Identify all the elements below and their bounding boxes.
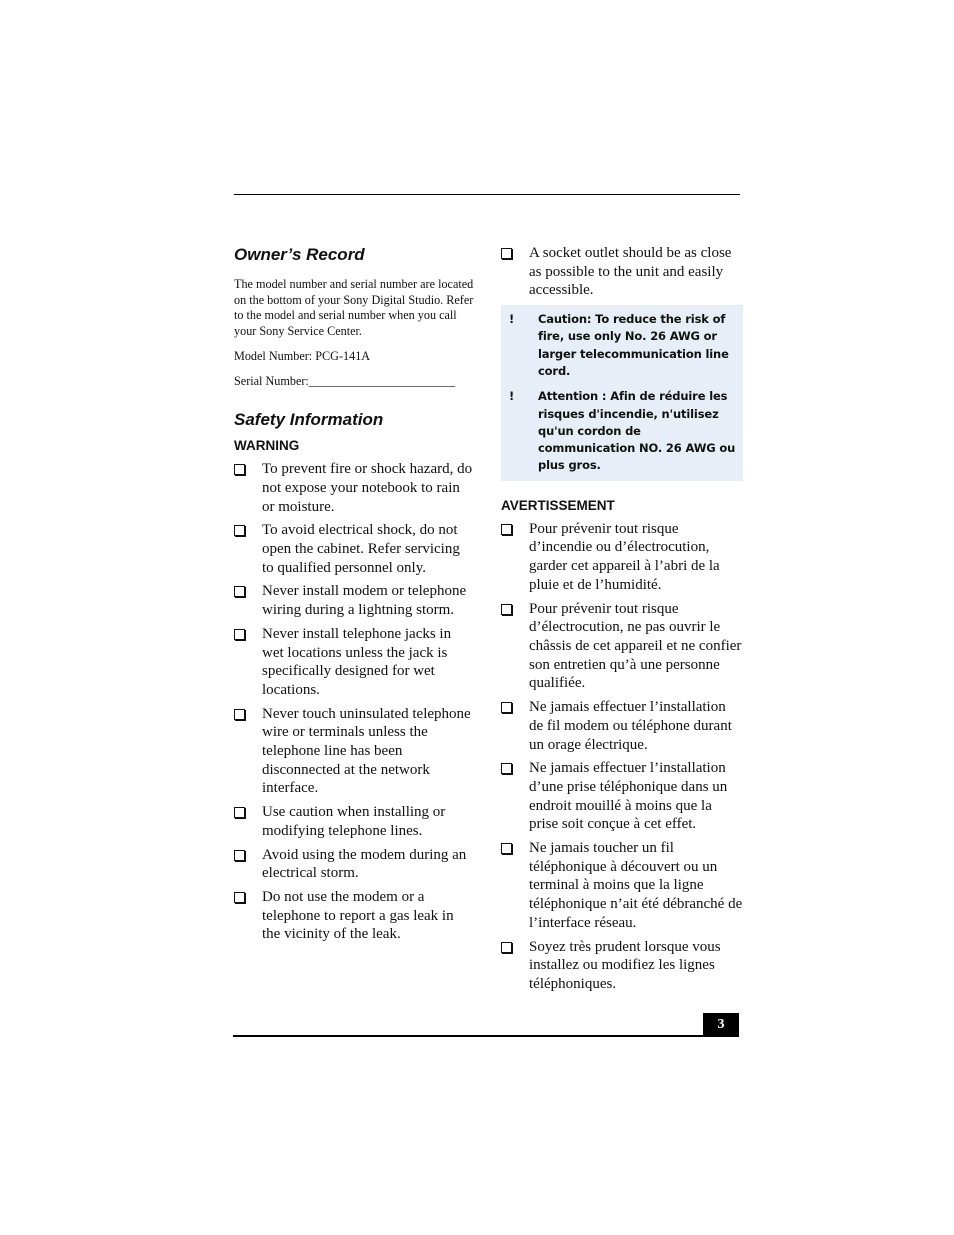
- checkbox-bullet-icon: [501, 763, 512, 774]
- checkbox-bullet-icon: [234, 709, 245, 720]
- avertissement-label: AVERTISSEMENT: [501, 497, 615, 513]
- owners-record-heading: Owner’s Record: [234, 245, 365, 264]
- list-item: Ne jamais effectuer l’installation de fil modem ou téléphone durant un orage électrique.: [501, 698, 743, 754]
- list-item: A socket outlet should be as close as possible to the unit and easily accessible.: [501, 244, 743, 300]
- left-column: [234, 244, 474, 949]
- caution-english: ! Caution: To reduce the risk of fire, use only No. 26 AWG or larger telecommunication line cord.: [509, 312, 729, 378]
- list-item: Pour prévenir tout risque d’incendie ou d’électrocution, garder cet appareil à l’abri de la pluie et de l’humidité.: [501, 520, 743, 595]
- checkbox-bullet-icon: [501, 942, 512, 953]
- list-item: To prevent fire or shock hazard, do not expose your notebook to rain or moisture.: [234, 460, 474, 516]
- serial-number: Serial Number:________________________: [234, 373, 456, 388]
- checkbox-bullet-icon: [234, 586, 245, 597]
- bottom-rule: [233, 1035, 739, 1037]
- list-item: Never touch uninsulated telephone wire or terminals unless the telephone line has been disconnected at the network interface.: [234, 705, 474, 799]
- list-item: Never install telephone jacks in wet locations unless the jack is specifically designed for wet locations.: [234, 625, 474, 700]
- checkbox-bullet-icon: [501, 604, 512, 615]
- right-column: [501, 244, 743, 999]
- checkbox-bullet-icon: [234, 525, 245, 536]
- checkbox-bullet-icon: [234, 629, 245, 640]
- caution-box: [501, 305, 743, 481]
- checkbox-bullet-icon: [501, 702, 512, 713]
- exclamation-icon: !: [509, 389, 515, 404]
- checkbox-bullet-icon: [234, 850, 245, 861]
- checkbox-bullet-icon: [234, 807, 245, 818]
- safety-information-heading: Safety Information: [234, 410, 384, 430]
- list-item: Pour prévenir tout risque d’électrocution, ne pas ouvrir le châssis de cet appareil et ne confier son entretien qu’à une personne qualifiée.: [501, 600, 743, 694]
- caution-french: ! Attention : Afin de réduire les risques d'incendie, n'utilisez qu'un cordon de communication NO. 26 AWG ou plus gros.: [509, 389, 736, 473]
- list-item: Avoid using the modem during an electrical storm.: [234, 846, 474, 883]
- socket-list: [501, 244, 743, 300]
- list-item: Do not use the modem or a telephone to report a gas leak in the vicinity of the leak.: [234, 888, 474, 944]
- checkbox-bullet-icon: [234, 892, 245, 903]
- checkbox-bullet-icon: [234, 464, 245, 475]
- model-number: Model Number: PCG-141A: [234, 348, 371, 363]
- warning-list: [234, 460, 474, 944]
- page-number: 3: [703, 1013, 739, 1037]
- list-item: Ne jamais effectuer l’installation d’une prise téléphonique dans un endroit mouillé à moins que la prise soit conçue à cet effet.: [501, 759, 743, 834]
- checkbox-bullet-icon: [501, 843, 512, 854]
- exclamation-icon: !: [509, 312, 515, 327]
- list-item: Use caution when installing or modifying telephone lines.: [234, 803, 474, 840]
- list-item: Never install modem or telephone wiring during a lightning storm.: [234, 582, 474, 619]
- list-item: To avoid electrical shock, do not open the cabinet. Refer servicing to qualified personnel only.: [234, 521, 474, 577]
- top-rule: [234, 194, 740, 195]
- list-item: Ne jamais toucher un fil téléphonique à découvert ou un terminal à moins que la ligne téléphonique n’ait été débranché de l’interface réseau.: [501, 839, 743, 933]
- list-item: Soyez très prudent lorsque vous installez ou modifiez les lignes téléphoniques.: [501, 938, 743, 994]
- avertissement-list: [501, 520, 743, 994]
- owners-record-intro: The model number and serial number are located on the bottom of your Sony Digital Studio. Refer to the model and serial number when you call your Sony Service Center.: [234, 277, 474, 339]
- checkbox-bullet-icon: [501, 248, 512, 259]
- warning-label: WARNING: [234, 438, 300, 454]
- checkbox-bullet-icon: [501, 524, 512, 535]
